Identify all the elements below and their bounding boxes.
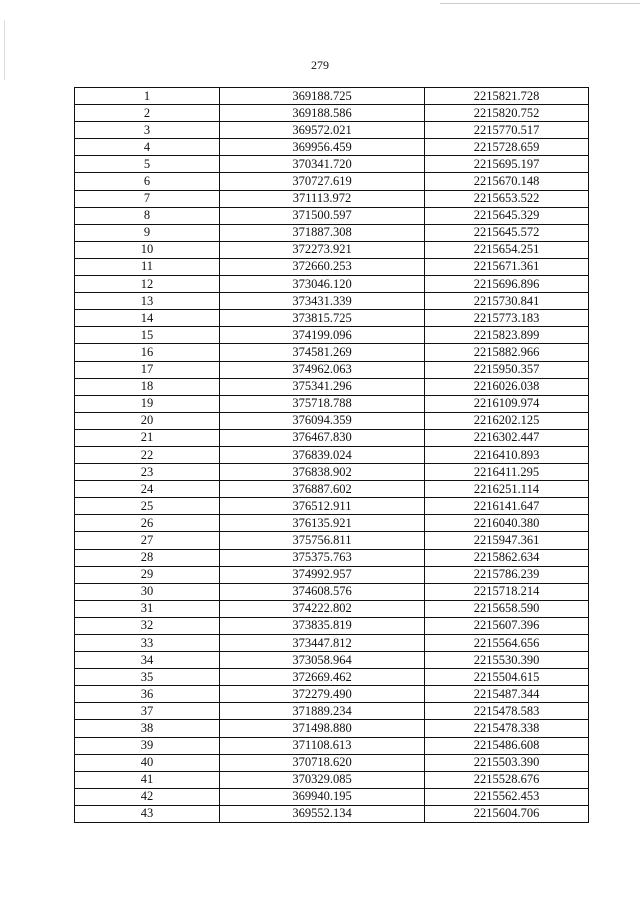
y-coordinate-cell: 2215730.841 <box>425 293 589 310</box>
table-row <box>75 532 589 549</box>
y-coordinate-cell: 2215950.357 <box>425 361 589 378</box>
table-row <box>75 361 589 378</box>
x-coordinate-cell: 374962.063 <box>220 361 425 378</box>
x-coordinate-cell: 375341.296 <box>220 378 425 395</box>
x-coordinate-cell: 373431.339 <box>220 293 425 310</box>
y-coordinate-cell: 2215564.656 <box>425 635 589 652</box>
y-coordinate-cell: 2215821.728 <box>425 88 589 105</box>
point-number-cell: 43 <box>75 805 220 822</box>
point-number-cell: 37 <box>75 703 220 720</box>
x-coordinate-cell: 372273.921 <box>220 241 425 258</box>
y-coordinate-cell: 2215947.361 <box>425 532 589 549</box>
table-row <box>75 224 589 241</box>
table-row <box>75 88 589 105</box>
table-row <box>75 190 589 207</box>
y-coordinate-cell: 2215718.214 <box>425 583 589 600</box>
table-row <box>75 669 589 686</box>
table-row <box>75 464 589 481</box>
y-coordinate-cell: 2215653.522 <box>425 190 589 207</box>
y-coordinate-cell: 2216026.038 <box>425 378 589 395</box>
table-row <box>75 276 589 293</box>
y-coordinate-cell: 2215604.706 <box>425 805 589 822</box>
x-coordinate-cell: 371498.880 <box>220 720 425 737</box>
x-coordinate-cell: 376839.024 <box>220 446 425 463</box>
point-number-cell: 36 <box>75 686 220 703</box>
table-row <box>75 652 589 669</box>
table-row <box>75 805 589 822</box>
x-coordinate-cell: 375718.788 <box>220 395 425 412</box>
y-coordinate-cell: 2215786.239 <box>425 566 589 583</box>
point-number-cell: 6 <box>75 173 220 190</box>
table-row <box>75 481 589 498</box>
y-coordinate-cell: 2215770.517 <box>425 122 589 139</box>
point-number-cell: 12 <box>75 276 220 293</box>
x-coordinate-cell: 374992.957 <box>220 566 425 583</box>
table-row <box>75 583 589 600</box>
table-row <box>75 754 589 771</box>
x-coordinate-cell: 374199.096 <box>220 327 425 344</box>
table-row <box>75 703 589 720</box>
y-coordinate-cell: 2216302.447 <box>425 429 589 446</box>
point-number-cell: 42 <box>75 788 220 805</box>
point-number-cell: 5 <box>75 156 220 173</box>
point-number-cell: 41 <box>75 771 220 788</box>
x-coordinate-cell: 370727.619 <box>220 173 425 190</box>
y-coordinate-cell: 2215671.361 <box>425 258 589 275</box>
point-number-cell: 28 <box>75 549 220 566</box>
table-row <box>75 771 589 788</box>
y-coordinate-cell: 2216040.380 <box>425 515 589 532</box>
point-number-cell: 4 <box>75 139 220 156</box>
y-coordinate-cell: 2215820.752 <box>425 105 589 122</box>
point-number-cell: 9 <box>75 224 220 241</box>
y-coordinate-cell: 2215486.608 <box>425 737 589 754</box>
table-row <box>75 378 589 395</box>
y-coordinate-cell: 2215823.899 <box>425 327 589 344</box>
table-row <box>75 327 589 344</box>
x-coordinate-cell: 373447.812 <box>220 635 425 652</box>
x-coordinate-cell: 375756.811 <box>220 532 425 549</box>
y-coordinate-cell: 2215645.572 <box>425 224 589 241</box>
point-number-cell: 32 <box>75 617 220 634</box>
y-coordinate-cell: 2215882.966 <box>425 344 589 361</box>
table-row <box>75 173 589 190</box>
page-number: 279 <box>311 58 329 72</box>
y-coordinate-cell: 2215487.344 <box>425 686 589 703</box>
point-number-cell: 21 <box>75 429 220 446</box>
x-coordinate-cell: 374581.269 <box>220 344 425 361</box>
x-coordinate-cell: 376094.359 <box>220 412 425 429</box>
table-row <box>75 549 589 566</box>
y-coordinate-cell: 2216141.647 <box>425 498 589 515</box>
point-number-cell: 34 <box>75 652 220 669</box>
x-coordinate-cell: 369940.195 <box>220 788 425 805</box>
y-coordinate-cell: 2216109.974 <box>425 395 589 412</box>
y-coordinate-cell: 2216251.114 <box>425 481 589 498</box>
x-coordinate-cell: 372660.253 <box>220 258 425 275</box>
point-number-cell: 20 <box>75 412 220 429</box>
x-coordinate-cell: 375375.763 <box>220 549 425 566</box>
point-number-cell: 27 <box>75 532 220 549</box>
table-row <box>75 241 589 258</box>
point-number-cell: 11 <box>75 258 220 275</box>
table-row <box>75 617 589 634</box>
x-coordinate-cell: 370718.620 <box>220 754 425 771</box>
table-row <box>75 720 589 737</box>
table-row <box>75 139 589 156</box>
point-number-cell: 22 <box>75 446 220 463</box>
table-row <box>75 515 589 532</box>
point-number-cell: 40 <box>75 754 220 771</box>
table-row <box>75 105 589 122</box>
table-row <box>75 686 589 703</box>
y-coordinate-cell: 2215562.453 <box>425 788 589 805</box>
y-coordinate-cell: 2215695.197 <box>425 156 589 173</box>
x-coordinate-cell: 376512.911 <box>220 498 425 515</box>
y-coordinate-cell: 2215607.396 <box>425 617 589 634</box>
y-coordinate-cell: 2215504.615 <box>425 669 589 686</box>
y-coordinate-cell: 2215728.659 <box>425 139 589 156</box>
point-number-cell: 30 <box>75 583 220 600</box>
table-row <box>75 737 589 754</box>
point-number-cell: 3 <box>75 122 220 139</box>
y-coordinate-cell: 2215503.390 <box>425 754 589 771</box>
y-coordinate-cell: 2216411.295 <box>425 464 589 481</box>
y-coordinate-cell: 2215528.676 <box>425 771 589 788</box>
point-number-cell: 39 <box>75 737 220 754</box>
table-row <box>75 429 589 446</box>
point-number-cell: 35 <box>75 669 220 686</box>
y-coordinate-cell: 2215530.390 <box>425 652 589 669</box>
y-coordinate-cell: 2215478.583 <box>425 703 589 720</box>
x-coordinate-cell: 374222.802 <box>220 600 425 617</box>
table-row <box>75 635 589 652</box>
table-row <box>75 156 589 173</box>
x-coordinate-cell: 373815.725 <box>220 310 425 327</box>
x-coordinate-cell: 370341.720 <box>220 156 425 173</box>
x-coordinate-cell: 371500.597 <box>220 207 425 224</box>
x-coordinate-cell: 369188.586 <box>220 105 425 122</box>
x-coordinate-cell: 371108.613 <box>220 737 425 754</box>
x-coordinate-cell: 371113.972 <box>220 190 425 207</box>
point-number-cell: 18 <box>75 378 220 395</box>
point-number-cell: 33 <box>75 635 220 652</box>
point-number-cell: 7 <box>75 190 220 207</box>
table-row <box>75 566 589 583</box>
coordinate-table-body <box>75 88 589 823</box>
table-row <box>75 344 589 361</box>
x-coordinate-cell: 376887.602 <box>220 481 425 498</box>
table-row <box>75 446 589 463</box>
scan-edge-mark <box>440 3 640 4</box>
y-coordinate-cell: 2216202.125 <box>425 412 589 429</box>
point-number-cell: 38 <box>75 720 220 737</box>
x-coordinate-cell: 369956.459 <box>220 139 425 156</box>
x-coordinate-cell: 373046.120 <box>220 276 425 293</box>
table-row <box>75 395 589 412</box>
x-coordinate-cell: 369552.134 <box>220 805 425 822</box>
point-number-cell: 24 <box>75 481 220 498</box>
point-number-cell: 2 <box>75 105 220 122</box>
point-number-cell: 15 <box>75 327 220 344</box>
y-coordinate-cell: 2215696.896 <box>425 276 589 293</box>
x-coordinate-cell: 372669.462 <box>220 669 425 686</box>
point-number-cell: 25 <box>75 498 220 515</box>
point-number-cell: 19 <box>75 395 220 412</box>
table-row <box>75 258 589 275</box>
x-coordinate-cell: 371887.308 <box>220 224 425 241</box>
point-number-cell: 10 <box>75 241 220 258</box>
point-number-cell: 16 <box>75 344 220 361</box>
x-coordinate-cell: 371889.234 <box>220 703 425 720</box>
x-coordinate-cell: 373835.819 <box>220 617 425 634</box>
point-number-cell: 1 <box>75 88 220 105</box>
y-coordinate-cell: 2215658.590 <box>425 600 589 617</box>
point-number-cell: 26 <box>75 515 220 532</box>
table-row <box>75 122 589 139</box>
y-coordinate-cell: 2215862.634 <box>425 549 589 566</box>
x-coordinate-cell: 376838.902 <box>220 464 425 481</box>
x-coordinate-cell: 373058.964 <box>220 652 425 669</box>
table-row <box>75 293 589 310</box>
point-number-cell: 14 <box>75 310 220 327</box>
y-coordinate-cell: 2215478.338 <box>425 720 589 737</box>
table-row <box>75 412 589 429</box>
x-coordinate-cell: 376135.921 <box>220 515 425 532</box>
point-number-cell: 29 <box>75 566 220 583</box>
x-coordinate-cell: 370329.085 <box>220 771 425 788</box>
point-number-cell: 13 <box>75 293 220 310</box>
table-row <box>75 788 589 805</box>
x-coordinate-cell: 374608.576 <box>220 583 425 600</box>
y-coordinate-cell: 2215654.251 <box>425 241 589 258</box>
x-coordinate-cell: 369188.725 <box>220 88 425 105</box>
point-number-cell: 23 <box>75 464 220 481</box>
point-number-cell: 8 <box>75 207 220 224</box>
y-coordinate-cell: 2216410.893 <box>425 446 589 463</box>
table-row <box>75 207 589 224</box>
point-number-cell: 31 <box>75 600 220 617</box>
table-row <box>75 600 589 617</box>
coordinate-table <box>74 87 589 823</box>
y-coordinate-cell: 2215773.183 <box>425 310 589 327</box>
y-coordinate-cell: 2215645.329 <box>425 207 589 224</box>
x-coordinate-cell: 372279.490 <box>220 686 425 703</box>
table-row <box>75 498 589 515</box>
x-coordinate-cell: 376467.830 <box>220 429 425 446</box>
y-coordinate-cell: 2215670.148 <box>425 173 589 190</box>
table-row <box>75 310 589 327</box>
x-coordinate-cell: 369572.021 <box>220 122 425 139</box>
point-number-cell: 17 <box>75 361 220 378</box>
